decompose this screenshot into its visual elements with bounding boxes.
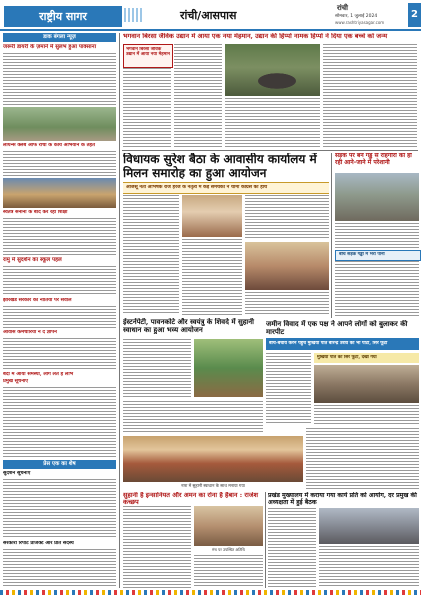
story-divider — [122, 150, 418, 151]
article-text — [182, 239, 242, 315]
main-subhead: आजसू नेता अभिषेक राज हेरेज के नेतृत्व में कई समर्थकों ने थामा कांग्रेस का हाथ — [126, 185, 268, 190]
article-text — [123, 401, 263, 433]
article-text — [335, 223, 419, 248]
left-headline: सरकारी रिपोर्ट प्रोजेक्ट और प्रति सदस्य — [3, 541, 74, 546]
bottom-right-headline: प्रखंड मुख्यालय में कराया गया कार्य प्रति को आयोग, दर प्रमुख की अध्यक्षता में हुई बैठक — [268, 492, 417, 507]
strip-band — [314, 353, 419, 363]
land-banner — [266, 338, 419, 350]
page-number: 2 — [408, 3, 421, 27]
footer-registration-marks — [0, 590, 421, 595]
article-text — [335, 261, 419, 318]
right-story-headline: सड़क पर बने गड्ढे से राहगीरों को हो रही आने-जाने में परेशानी — [335, 153, 412, 166]
road-photo — [335, 173, 419, 221]
section-title: रांची/आसपास — [180, 9, 237, 22]
mid-story-headline: ईस्टर्नपेटी, पावनकोटे और स्वयंत्रु के शिवदे में सुहानी स्वाधान का हुआ भव्य आयोजन — [123, 318, 254, 335]
hippo-shape — [255, 72, 299, 90]
article-text — [3, 549, 116, 587]
article-text — [123, 339, 191, 399]
left-headline: बेदी में आयी समस्या, लोग लेते हैं लाभ — [3, 372, 74, 377]
gathering-photo — [194, 339, 263, 397]
inset-title: भगवान बिरसा जैविक उद्यान में आया नया मेहमान — [126, 47, 170, 58]
article-text — [323, 44, 417, 148]
left-headline: लायन्स क्लब ऑफ रांची के कार्य अभियान के तहत — [3, 143, 95, 148]
left-headline: रामु में सुदर्शन का स्कूल पहल — [3, 257, 62, 263]
land-banner-text: बीच-बचाव करने पहुंचे मुखिया पति बीरेन्द्र उरांव को भी पीटा, सिर फूटा — [269, 341, 388, 346]
photo-caption: नारा में सुहानी स्वाधान के साथ मनाया गया — [181, 483, 245, 488]
article-text — [123, 195, 179, 315]
article-text — [174, 44, 222, 148]
top-story-headline: भगवान बिरसा जैविक उद्यान में आया एक नया मेहमान, उद्यान की हिप्पो नामक हिप्पो ने दिया एक बच्चे को जन्म — [123, 33, 388, 40]
group-photo — [182, 195, 242, 237]
article-text — [123, 506, 191, 588]
stage-photo — [194, 506, 263, 546]
column-divider — [265, 492, 266, 588]
left-headline: स्वतंत्र सेनानी के बाद कर रहा शिक्षा — [3, 210, 68, 215]
article-text — [268, 508, 316, 588]
dateline: सोमवार, 1 जुलाई 2024 — [335, 14, 378, 19]
land-story-headline: जमीन विवाद में एक पक्ष ने आपने लोगों को बुलाकर की मारपीट — [266, 320, 408, 337]
column-header: डाक बंगला न्यूज़ — [3, 33, 116, 42]
article-text — [3, 338, 116, 370]
left-column — [3, 33, 116, 588]
article-text — [3, 266, 116, 296]
article-text — [245, 292, 329, 315]
article-text — [123, 68, 171, 148]
crowd-photo — [123, 436, 303, 482]
box-subhead: सुदर्शन सूचनाएँ — [3, 471, 31, 476]
news-photo — [3, 178, 116, 208]
article-text — [3, 53, 116, 105]
article-text — [245, 195, 329, 240]
injury-photo — [314, 365, 419, 403]
masthead-rule — [0, 29, 421, 31]
stage-caption: मंच पर उपस्थित अतिथि — [212, 547, 245, 552]
article-text — [3, 151, 116, 176]
masthead — [0, 0, 421, 30]
main-subhead-band — [123, 182, 329, 194]
newspaper-brand: राष्ट्रीय सागर — [4, 6, 122, 27]
column-divider — [331, 153, 332, 318]
brand-ribbon-decoration — [124, 8, 144, 22]
meeting-photo — [319, 508, 419, 544]
article-text — [194, 555, 263, 588]
right-inset — [335, 250, 421, 261]
article-text — [319, 546, 419, 588]
left-headline: झारखंड सरकार की नीतियों पर सवाल — [3, 298, 72, 303]
article-text — [3, 479, 116, 539]
left-headline: प्रमुख सूचनाएं — [3, 379, 29, 384]
box-header: प्रेस एक का शेष — [3, 460, 116, 469]
left-headline: जरूरी डायरी के ज़माने में सुलभ हुआ पाक्साना — [3, 44, 97, 50]
article-text — [266, 353, 311, 425]
event-photo — [245, 242, 329, 290]
column-divider — [119, 33, 120, 588]
article-text — [306, 428, 419, 490]
edition-city: रांची — [337, 4, 348, 12]
article-text — [3, 218, 116, 255]
news-photo — [3, 107, 116, 141]
article-text — [3, 306, 116, 328]
right-inset-label: बीच सड़क गड्ढों में भरा पानी — [339, 252, 385, 257]
strip-text: मुखिया पति का सिर फूटा, देखा गया — [317, 355, 377, 360]
bottom-left-headline: सुहानी है इन्सानियत और अमन का रोना है हैबान : राजेश कच्छप — [123, 492, 258, 507]
article-text — [3, 387, 116, 457]
left-headline: आवास कर्मचारियों ने दे ज्ञापन — [3, 330, 57, 335]
top-story-inset — [123, 44, 173, 68]
website-url: www.rashtriyasagar.com — [335, 20, 385, 25]
article-text — [225, 98, 320, 148]
main-story-headline: विधायक सुरेश बैठा के आवासीय कार्यालय में मिलन समारोह का हुआ आयोजन — [123, 153, 317, 180]
article-text — [314, 405, 419, 425]
